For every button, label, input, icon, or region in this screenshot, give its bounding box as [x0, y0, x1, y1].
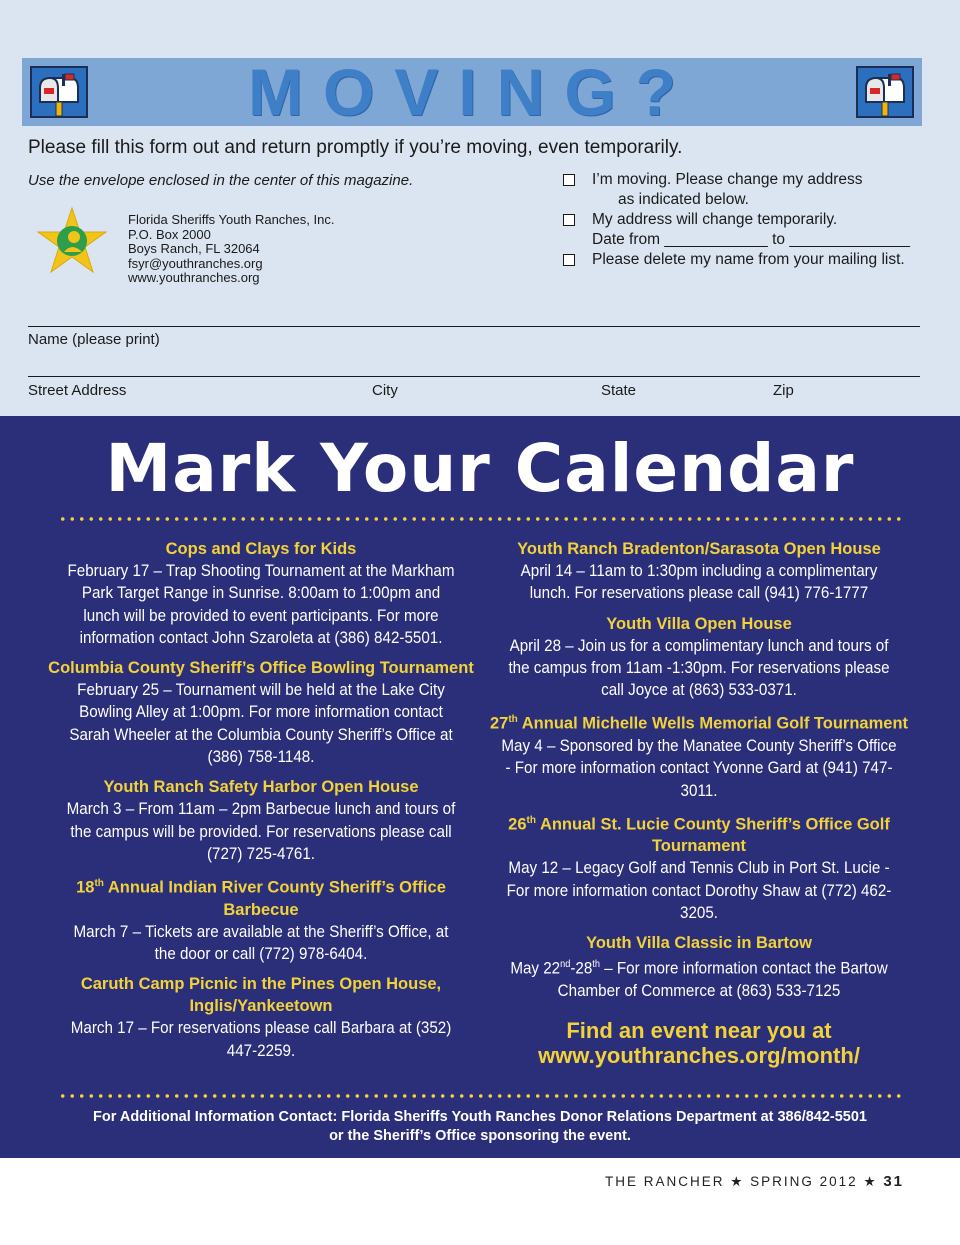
zip-field-label: Zip — [773, 382, 794, 399]
form-intro: Please fill this form out and return promptly if you’re moving, even temporarily. — [28, 137, 683, 158]
event-title-rest: Annual Indian River County Sheriff’s Office Barbecue — [103, 878, 446, 919]
mailing-address — [128, 213, 334, 286]
sheriff-star-logo-icon — [36, 206, 108, 278]
event-title-rest: Annual Michelle Wells Memorial Golf Tournament — [517, 714, 909, 733]
event-body: April 28 – Join us for a complimentary lunch and tours of the campus from 11am -1:30pm. For reservations please call Joyce at (863) 533-0371. — [508, 636, 890, 700]
event-title-num: 18 — [76, 878, 95, 897]
event-item — [484, 709, 914, 801]
street-field-label: Street Address — [28, 382, 127, 399]
events-right-column — [484, 538, 914, 1068]
event-body — [501, 954, 897, 1002]
event-title — [484, 810, 914, 858]
event-body: March 3 – From 11am – 2pm Barbecue lunch and tours of the campus will be provided. For reservations please call (727) 725-4761. — [66, 800, 456, 863]
option-moving-label-cont: as indicated below. — [618, 191, 749, 208]
event-title-sup: th — [526, 814, 536, 826]
event-item — [484, 810, 914, 924]
additional-contact — [0, 1108, 960, 1146]
publication-name: THE RANCHER — [604, 1174, 725, 1189]
event-item — [484, 932, 914, 1002]
find-event-text: Find an event near you at — [566, 1018, 832, 1044]
event-title-sup: th — [94, 878, 104, 890]
event-body: February 17 – Trap Shooting Tournament at the Markham Park Target Range in Sunrise. 8:00am to 1:00pm and lunch will be provided to event participants. For more information contact John Szaroleta at (386) 842-5501. — [67, 562, 455, 647]
moving-banner — [22, 55, 922, 129]
event-title: Cops and Clays for Kids — [165, 540, 357, 558]
event-title-rest: Annual St. Lucie County Sheriff’s Office Golf Tournament — [535, 815, 890, 856]
event-title-num: 26 — [508, 815, 527, 834]
address-email[interactable]: fsyr@youthranches.org — [128, 255, 263, 271]
city-field-label: City — [372, 382, 398, 399]
event-title — [484, 709, 914, 735]
page-footer — [605, 1173, 904, 1190]
event-body: February 25 – Tournament will be held at the Lake City Bowling Alley at 1:00pm. For more information contact Sarah Wheeler at the Columbia County Sheriff’s Office at (386) 758-1148. — [69, 681, 453, 767]
event-item — [46, 873, 476, 965]
name-field-label: Name (please print) — [28, 331, 160, 348]
body-mid: -28 — [570, 959, 593, 978]
event-title: Youth Villa Open House — [606, 614, 792, 633]
address-po: P.O. Box 2000 — [128, 226, 211, 242]
option-moving-label: I’m moving. Please change my address — [592, 171, 863, 188]
address-org: Florida Sheriffs Youth Ranches, Inc. — [128, 212, 335, 227]
star-icon: ★ — [730, 1174, 745, 1189]
event-item — [46, 657, 476, 768]
banner-title: MOVING? — [248, 55, 696, 129]
envelope-note: Use the envelope enclosed in the center of this magazine. — [28, 172, 414, 189]
event-title: Columbia County Sheriff’s Office Bowling Tournament — [48, 659, 474, 678]
moving-options — [562, 170, 932, 270]
mailbox-icon — [856, 66, 914, 118]
event-item — [46, 973, 476, 1062]
calendar-title: Mark Your Calendar — [105, 430, 855, 507]
event-item — [484, 613, 914, 702]
date-range-field[interactable]: Date from ____________ to ______________ — [592, 231, 911, 248]
event-body: May 12 – Legacy Golf and Tennis Club in Port St. Lucie - For more information contact Dorothy Shaw at (772) 462-3205. — [506, 859, 892, 922]
address-city: Boys Ranch, FL 32064 — [128, 241, 260, 256]
event-title — [46, 873, 476, 921]
contact-line: For Additional Information Contact: Florida Sheriffs Youth Ranches Donor Relations Department at 386/842-5501 — [93, 1109, 867, 1125]
events-left-column — [46, 538, 476, 1070]
event-item — [46, 776, 476, 865]
page-number: 31 — [883, 1173, 904, 1190]
contact-line: or the Sheriff’s Office sponsoring the event. — [329, 1128, 631, 1144]
calendar-section — [0, 416, 960, 1158]
event-title-num: 27 — [489, 714, 509, 733]
event-item — [484, 538, 914, 605]
dotted-divider — [58, 1093, 906, 1099]
delete-checkbox[interactable] — [563, 254, 575, 266]
event-title: Youth Ranch Bradenton/Sarasota Open House — [517, 540, 881, 558]
state-field-label: State — [601, 382, 637, 399]
option-temporary-label: My address will change temporarily. — [592, 211, 838, 228]
option-delete-label: Please delete my name from your mailing list. — [592, 251, 905, 268]
temporary-checkbox[interactable] — [563, 214, 575, 226]
issue-season: SPRING 2012 — [750, 1174, 858, 1189]
option-delete — [562, 250, 932, 270]
address-website[interactable]: www.youthranches.org — [128, 270, 260, 285]
option-temporary — [562, 210, 932, 230]
find-event-link[interactable]: www.youthranches.org/month/ — [538, 1043, 860, 1069]
dotted-divider — [58, 516, 906, 522]
address-field-line[interactable] — [28, 376, 920, 377]
body-sup1: nd — [560, 959, 571, 971]
event-body: March 17 – For reservations please call Barbara at (352) 447-2259. — [70, 1019, 452, 1060]
event-item — [46, 538, 476, 649]
body-sup2: th — [592, 959, 600, 971]
find-event-callout — [484, 1018, 914, 1068]
event-title: Youth Ranch Safety Harbor Open House — [103, 778, 419, 797]
moving-checkbox[interactable] — [563, 174, 575, 186]
name-field-line[interactable] — [28, 326, 920, 327]
body-pre: May 22 — [510, 959, 561, 978]
event-title: Caruth Camp Picnic in the Pines Open House, Inglis/Yankeetown — [80, 975, 442, 1016]
star-icon: ★ — [863, 1174, 878, 1189]
event-body: May 4 – Sponsored by the Manatee County Sheriff’s Office - For more information contact Yvonne Gard at (941) 747-3011. — [501, 736, 897, 800]
body-post: – For more information contact the Bartow Chamber of Commerce at (863) 533-7125 — [557, 959, 888, 1001]
option-moving — [562, 170, 932, 190]
event-body: March 7 – Tickets are available at the Sheriff’s Office, at the door or call (772) 978-6404. — [73, 922, 449, 964]
event-body: April 14 – 11am to 1:30pm including a complimentary lunch. For reservations please call (941) 776-1777 — [520, 562, 878, 603]
event-title-sup: th — [508, 714, 518, 726]
moving-form-section — [0, 0, 960, 416]
event-title: Youth Villa Classic in Bartow — [586, 934, 812, 953]
